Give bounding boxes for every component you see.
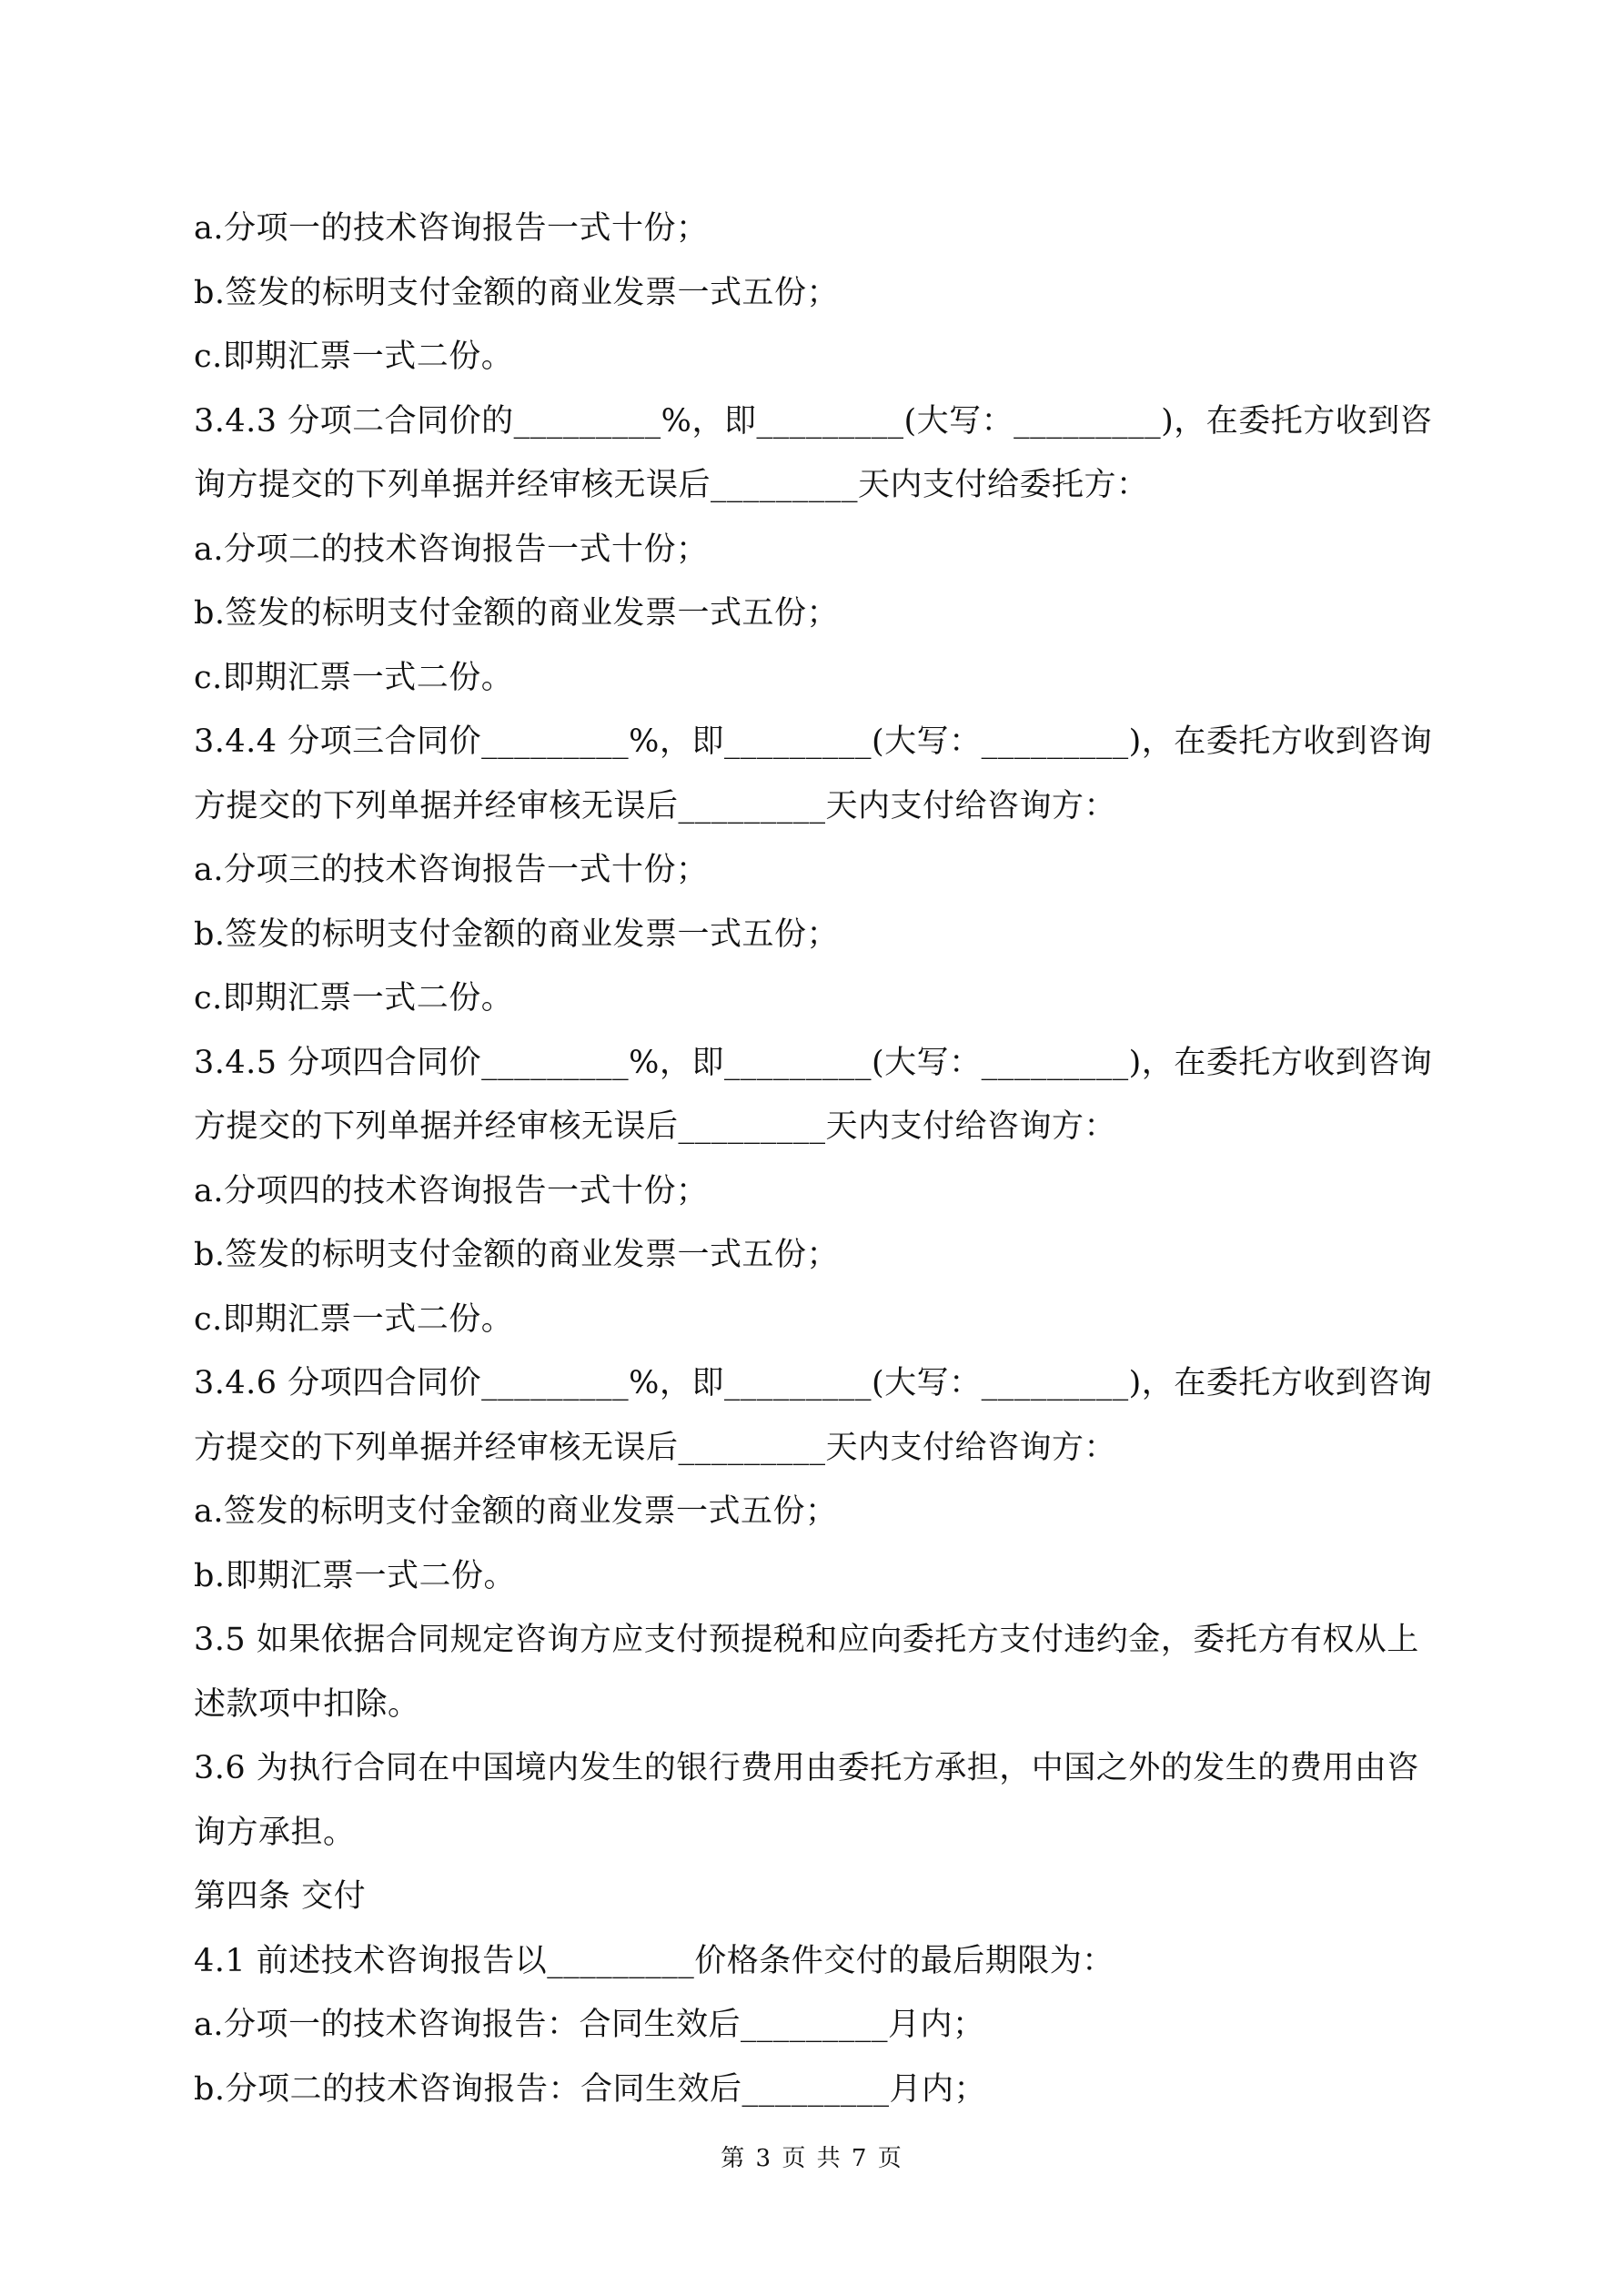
text-line: 4.1 前述技术咨询报告以_________价格条件交付的最后期限为： <box>194 1942 1115 1979</box>
text-line: c.即期汇票一式二份。 <box>194 339 514 375</box>
text-line: 3.4.3 分项二合同价的_________%，即_________(大写：_________)，在委托方收到咨 <box>194 402 1433 440</box>
text-line: b.分项二的技术咨询报告：合同生效后_________月内； <box>194 2070 987 2108</box>
text-line: b.即期汇票一式二份。 <box>194 1557 517 1594</box>
text-line: c.即期汇票一式二份。 <box>194 659 514 696</box>
section-heading: 第四条 交付 <box>194 1878 367 1915</box>
text-line: a.分项一的技术咨询报告一式十份； <box>194 210 709 247</box>
text-line: 述款项中扣除。 <box>194 1685 420 1723</box>
text-line: a.分项四的技术咨询报告一式十份； <box>194 1172 709 1209</box>
text-line: b.签发的标明支付金额的商业发票一式五份； <box>194 274 840 311</box>
document-body <box>194 197 1445 2121</box>
text-line: c.即期汇票一式二份。 <box>194 1300 514 1338</box>
text-line: 3.6 为执行合同在中国境内发生的银行费用由委托方承担，中国之外的发生的费用由咨 <box>194 1750 1419 1786</box>
text-line: b.签发的标明支付金额的商业发票一式五份； <box>194 915 840 953</box>
page-number-footer: 第 3 页 共 7 页 <box>721 2145 903 2172</box>
text-line: 询方提交的下列单据并经审核无误后_________天内支付给委托方： <box>194 467 1149 503</box>
text-line: 3.5 如果依据合同规定咨询方应支付预提税和应向委托方支付违约金，委托方有权从上 <box>194 1622 1419 1658</box>
text-line: 方提交的下列单据并经审核无误后_________天内支付给咨询方： <box>194 1429 1117 1466</box>
text-line: b.签发的标明支付金额的商业发票一式五份； <box>194 595 840 632</box>
text-line: a.分项三的技术咨询报告一式十份； <box>194 852 709 888</box>
text-line: c.即期汇票一式二份。 <box>194 980 514 1017</box>
text-line: 3.4.5 分项四合同价_________%，即_________(大写：_________)，在委托方收到咨询 <box>194 1044 1433 1081</box>
text-line: 询方承担。 <box>194 1814 356 1851</box>
text-line: a.分项一的技术咨询报告：合同生效后_________月内； <box>194 2007 985 2043</box>
text-line: b.签发的标明支付金额的商业发票一式五份； <box>194 1237 840 1273</box>
text-line: 方提交的下列单据并经审核无误后_________天内支付给咨询方： <box>194 787 1117 824</box>
text-line: 3.4.6 分项四合同价_________%，即_________(大写：_________)，在委托方收到咨询 <box>194 1365 1433 1401</box>
text-line: 3.4.4 分项三合同价_________%，即_________(大写：_________)，在委托方收到咨询 <box>194 723 1433 760</box>
text-line: 方提交的下列单据并经审核无误后_________天内支付给咨询方： <box>194 1108 1117 1145</box>
text-line: a.分项二的技术咨询报告一式十份； <box>194 531 709 568</box>
text-line: a.签发的标明支付金额的商业发票一式五份； <box>194 1493 838 1530</box>
